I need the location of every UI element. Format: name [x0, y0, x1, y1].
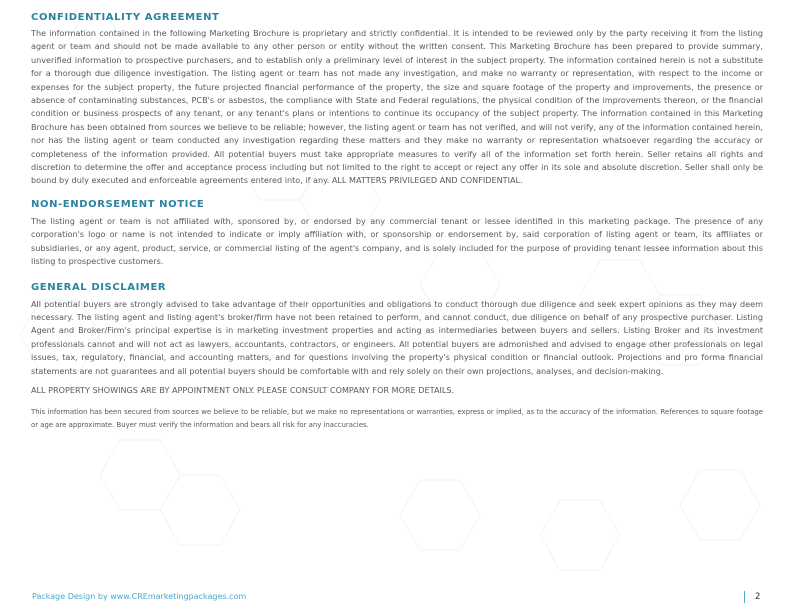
- confidentiality-body: The information contained in the following Marketing Brochure is proprietary and strictly confidential. It is intended to be reviewed only by the party receiving it from the listing agent or team and should not be made available to any other person or entity without the written consent. This Marketing Brochure has been prepared to provide summary, unverified information to prospective purchasers, and to establish only a preliminary level of interest in the subject property. The information contained herein is not a substitute for a thorough due diligence investigation. The listing agent or team has not made any investigation, and make no warranty or representation, with respect to the income or expenses for the subject property, the future projected financial performance of the property, the size and square footage of the property and improvements, the presence or absence of contaminating substances, PCB's or asbestos, the compliance with State and Federal regulations, the physical condition of the improvements thereon, or the financial condition or business prospects of any tenant, or any tenant's plans or intentions to continue its occupancy of the subject property. The information contained in this Marketing Brochure has been obtained from sources we believe to be reliable; however, the listing agent or team has not verified, and will not verify, any of the information contained herein, nor has the listing agent or team conducted any investigation regarding these matters and they make no warranty or representation whatsoever regarding the accuracy or completeness of the information provided. All potential buyers must take appropriate measures to verify all of the information set forth herein. Seller retains all rights and discretion to determine the offer and acceptance process including but not limited to the right to accept or reject any offer in its sole and absolute discretion. Seller shall only be bound by duly executed and enforceable agreements entered into, if any. ALL MATTERS PRIVILEGED AND CONFIDENTIAL.: [31, 28, 763, 186]
- general-disclaimer-body: All potential buyers are strongly advised to take advantage of their opportunities and obligations to conduct thorough due diligence and seek expert opinions as they may deem necessary. The listing agent and listing agent's broker/firm have not been retained to perform, and cannot conduct, due diligence on behalf of any prospective purchaser. Listing Agent and Broker/Firm's principal expertise is in marketing investment properties and acting as intermediaries between buyers and sellers. Listing Broker and its investment professionals cannot and will not act as lawyers, accountants, contractors, or engineers. All potential buyers are admonished and advised to engage other professionals on legal issues, tax, regulatory, financial, and accounting matters, and for questions involving the property's physical condition or financial outlook. Projections and pro forma financial statements are not guarantees and all potential buyers should be comfortable with and rely solely on their own projections, analyses, and decision-making.: [31, 298, 763, 376]
- footer-credit: Package Design by www.CREmarketingpackages.com: [32, 592, 247, 601]
- non-endorsement-body: The listing agent or team is not affiliated with, sponsored by, or endorsed by any commercial tenant or lessee identified in this marketing package. The presence of any corporation's logo or name is not intended to indicate or imply affiliation with, or sponsorship or endorsement by, said corporation of listing agent or team, its affiliates or subsidiaries, or any agent, product, service, or commercial listing of the agent's company, and is solely included for the purpose of providing tenant lessee information about this listing to prospective customers.: [31, 215, 763, 267]
- showings-notice: ALL PROPERTY SHOWINGS ARE BY APPOINTMENT ONLY. PLEASE CONSULT COMPANY FOR MORE DETAILS.: [31, 384, 455, 395]
- fine-print: This information has been secured from sources we believe to be reliable, but we make no representations or warranties, express or implied, as to the accuracy of the information. References to square footage or age are approximate. Buyer must verify the information and bears all risk for any inaccuracies.: [31, 408, 763, 430]
- page-number: 2: [755, 592, 761, 602]
- disclaimer-content: [31, 6, 763, 432]
- footer-divider: [744, 591, 745, 603]
- general-disclaimer-heading: GENERAL DISCLAIMER: [31, 281, 167, 293]
- confidentiality-heading: CONFIDENTIALITY AGREEMENT: [31, 12, 220, 23]
- non-endorsement-heading: NON-ENDORSEMENT NOTICE: [31, 198, 205, 210]
